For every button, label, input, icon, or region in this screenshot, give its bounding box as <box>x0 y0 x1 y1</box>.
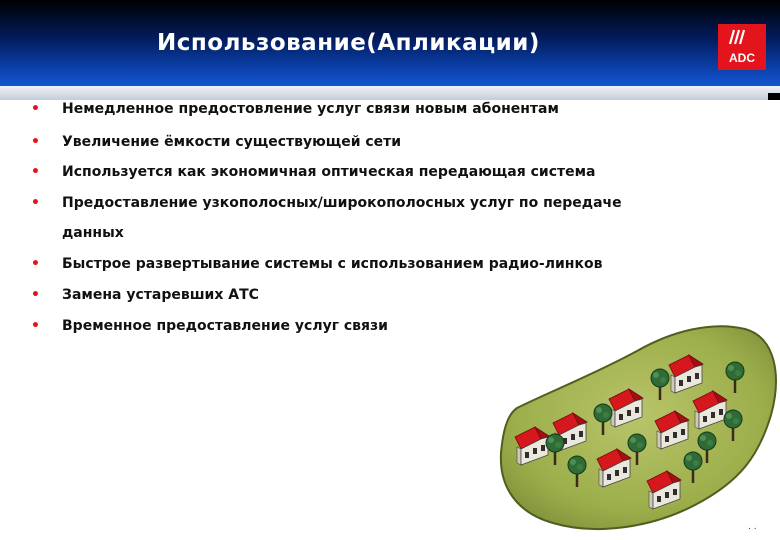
bullet-icon: • <box>31 134 40 150</box>
bullet-item: • Предоставление узкополосных/широкополосных услуг по передаче <box>31 195 622 211</box>
page-marker: . . <box>748 522 757 532</box>
bullet-item: • Замена устаревших АТС <box>31 287 259 303</box>
logo-text: ADC <box>729 51 755 65</box>
bullet-icon: • <box>31 195 40 211</box>
bullet-item: • Немедленное предостовление услуг связи новым абонентам <box>31 101 559 117</box>
bullet-icon: • <box>31 101 40 117</box>
slide-title: Использование(Апликации) <box>157 30 540 56</box>
bullet-icon: • <box>31 287 40 303</box>
bullet-item: • Используется как экономичная оптическая передающая система <box>31 164 596 180</box>
bullet-item: • Увеличение ёмкости существующей сети <box>31 134 402 150</box>
bullet-item: • Временное предоставление услуг связи <box>31 318 388 334</box>
bullet-item: • Быстрое развертывание системы с использованием радио-линков <box>31 256 603 272</box>
village-illustration <box>497 323 780 535</box>
bullet-icon: • <box>31 164 40 180</box>
bullet-continuation: данных <box>62 225 124 241</box>
bullet-icon: • <box>31 256 40 272</box>
bullet-icon: • <box>31 318 40 334</box>
